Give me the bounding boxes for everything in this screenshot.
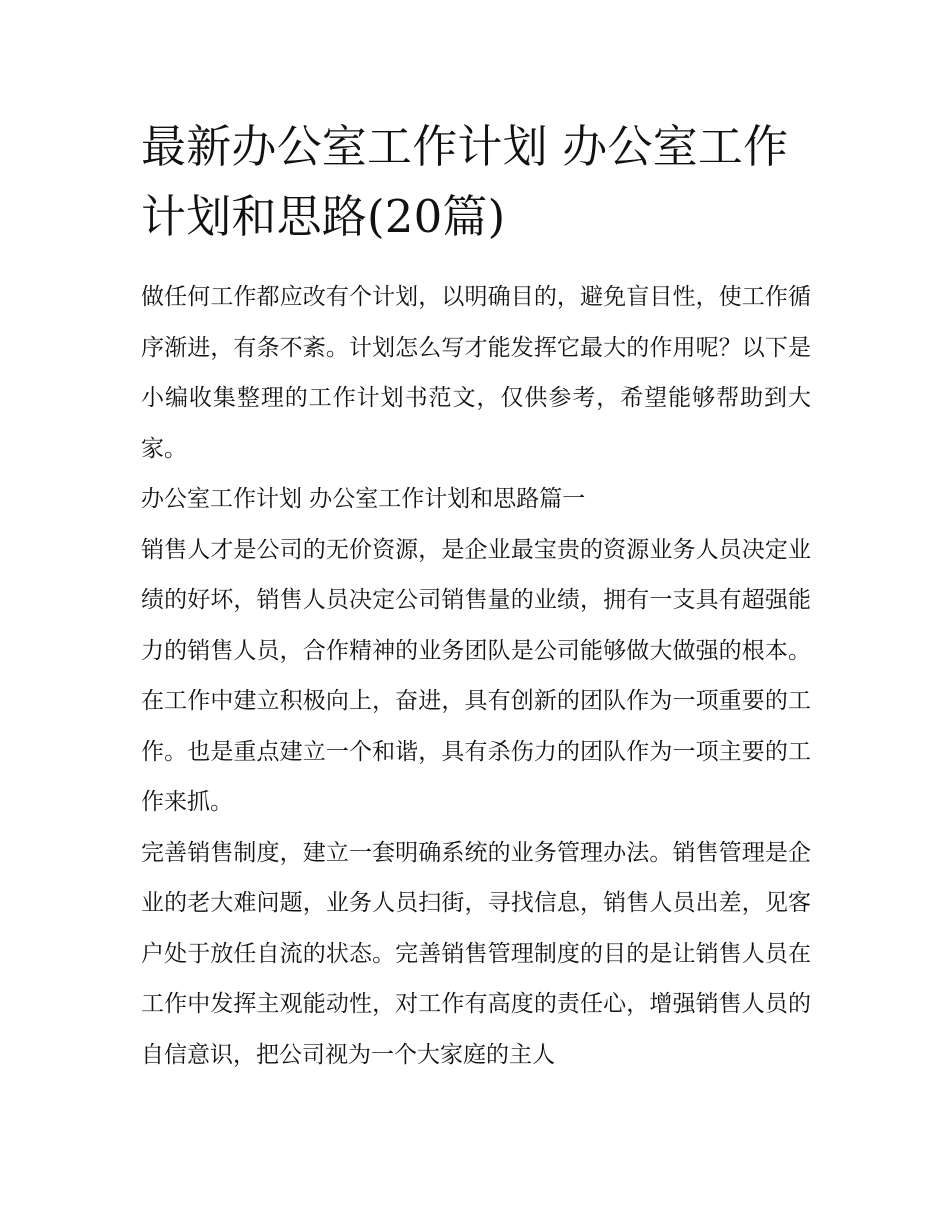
intro-paragraph: 做任何工作都应改有个计划，以明确目的，避免盲目性，使工作循序渐进，有条不紊。计划怎么写才能发挥它最大的作用呢？以下是小编收集整理的工作计划书范文，仅供参考，希望能够帮助到大家。 <box>141 284 811 462</box>
document-title: 最新办公室工作计划 办公室工作计划和思路(20篇) <box>141 120 789 243</box>
body-paragraph-1: 销售人才是公司的无价资源，是企业最宝贵的资源业务人员决定业绩的好坏，销售人员决定公司销售量的业绩，拥有一支具有超强能力的销售人员，合作精神的业务团队是公司能够做大做强的根本。在工作中建立积极向上，奋进，具有创新的团队作为一项重要的工作。也是重点建立一个和谐，具有杀伤力的团队作为一项主要的工作来抓。 <box>141 536 811 815</box>
body-paragraph-2: 完善销售制度，建立一套明确系统的业务管理办法。销售管理是企业的老大难问题，业务人员扫街，寻找信息，销售人员出差，见客户处于放任自流的状态。完善销售管理制度的目的是让销售人员在工作中发挥主观能动性，对工作有高度的责任心，增强销售人员的自信意识，把公司视为一个大家庭的主人 <box>141 839 811 1068</box>
section-heading: 办公室工作计划 办公室工作计划和思路篇一 <box>141 486 586 512</box>
document-body <box>141 112 811 1080</box>
